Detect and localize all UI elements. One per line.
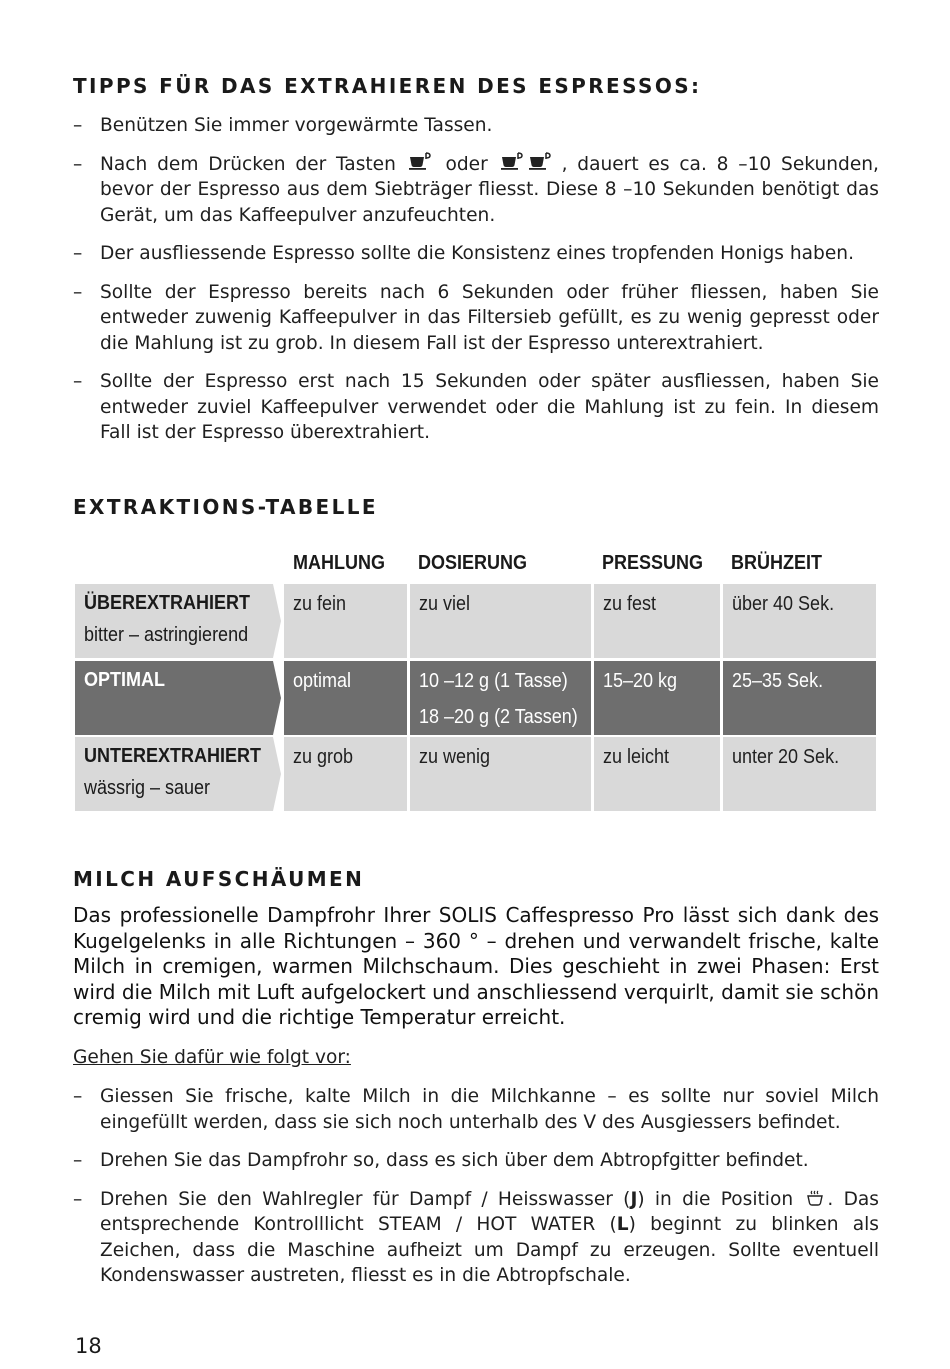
row-label: OPTIMAL: [84, 669, 165, 691]
step-text-part3: . Das entsprechende Kontrolllicht STEAM / HOT WATER (: [100, 1188, 879, 1235]
dash-bullet: –: [73, 281, 83, 303]
tip-text: Sollte der Espresso bereits nach 6 Sekunden oder früher fliessen, haben Sie entweder zuwenig Kaffeepulver in das Filtersieb gefüllt, es zu wenig gepresst oder die Mahlung ist zu grob. In diesem Fall ist der Espresso unterextrahiert.: [100, 281, 879, 354]
instructions-label: Gehen Sie dafür wie folgt vor:: [73, 1047, 351, 1068]
row-label: ÜBEREXTRAHIERT: [84, 592, 251, 614]
dash-bullet: –: [73, 153, 83, 175]
key-letter-j: J: [630, 1188, 638, 1210]
cell-dosierung: zu wenig: [410, 737, 591, 811]
cell-bruehzeit: unter 20 Sek.: [723, 737, 876, 811]
step-text: Drehen Sie das Dampfrohr so, dass es sich über dem Abtropfgitter befindet.: [100, 1150, 809, 1171]
list-item: [73, 152, 879, 229]
dash-bullet: –: [73, 115, 83, 136]
single-cup-icon: [408, 152, 434, 172]
steam-position-icon: [805, 1189, 825, 1207]
tip-text-after: , dauert es ca. 8 –10 Sekunden, bevor der Espresso aus dem Siebträger fliesst. Diese 8 –10 Sekunden benötigt das Gerät, um das Kaffeepulver anzufeuchten.: [100, 153, 879, 226]
cell-bruehzeit: über 40 Sek.: [723, 584, 876, 658]
column-header-dosierung: DOSIERUNG: [418, 552, 528, 574]
tip-text: Der ausfliessende Espresso sollte die Konsistenz eines tropfenden Honigs haben.: [100, 243, 854, 264]
dash-bullet: –: [73, 1188, 83, 1210]
step-text: Giessen Sie frische, kalte Milch in die Milchkanne – es sollte nur soviel Milch eingefüllt werden, dass sie sich noch unterhalb des V des Ausgiessers befindet.: [100, 1086, 879, 1133]
dash-bullet: –: [73, 1086, 83, 1107]
cell-mahlung: zu fein: [284, 584, 407, 658]
tip-text-mid: oder: [445, 153, 488, 175]
cell-mahlung: zu grob: [284, 737, 407, 811]
tips-heading: TIPPS FÜR DAS EXTRAHIEREN DES ESPRESSOS:: [73, 74, 702, 98]
step-text-part1: Drehen Sie den Wahlregler für Dampf / Heisswasser (: [100, 1188, 631, 1210]
list-item: [73, 369, 879, 446]
table-row-ueberextrahiert: [75, 584, 876, 658]
list-item: [73, 280, 879, 357]
dash-bullet: –: [73, 371, 83, 392]
step-text-part2: ) in die Position: [637, 1188, 794, 1210]
milk-intro-paragraph: Das professionelle Dampfrohr Ihrer SOLIS Caffespresso Pro lässt sich dank des Kugelgelenks in alle Richtungen – 360 ° – drehen und verwandelt frische, kalte Milch in cremigen, warmen Milchschaum. Dies geschieht in zwei Phasen: Erst wird die Milch mit Luft aufgelockert und anschliessend verquirlt, damit sie schön cremig wird und die richtige Temperatur erreicht.: [73, 903, 879, 1029]
row-label-cell: [75, 661, 280, 735]
page-number: 18: [75, 1334, 102, 1358]
dash-bullet: –: [73, 243, 83, 264]
row-sublabel: wässrig – sauer: [84, 777, 211, 799]
step-text-part4: ) beginnt zu blinken als Zeichen, dass die Maschine aufheizt um Dampf zu erzeugen. Sollte eventuell Kondenswasser austreten, fliesst es in die Abtropfschale.: [100, 1214, 879, 1286]
row-label-cell: [75, 737, 280, 811]
column-header-bruehzeit: BRÜHZEIT: [731, 552, 822, 574]
milk-steps-list: [73, 1084, 879, 1302]
cell-pressung: zu fest: [594, 584, 720, 658]
tip-text: Sollte der Espresso erst nach 15 Sekunden oder später ausfliessen, haben Sie entweder zuviel Kaffeepulver verwendet oder die Mahlung ist zu fein. In diesem Fall ist der Espresso überextrahiert.: [100, 371, 879, 443]
cell-mahlung: optimal: [284, 661, 407, 735]
list-item: [73, 1084, 879, 1135]
list-item: [73, 241, 879, 267]
column-header-pressung: PRESSUNG: [602, 552, 704, 574]
list-item: [73, 1187, 879, 1289]
double-cup-icon: [500, 152, 560, 172]
cell-dosierung: zu viel: [410, 584, 591, 658]
cell-pressung: 15–20 kg: [594, 661, 720, 735]
extraction-table: [75, 545, 876, 811]
row-label-cell: [75, 584, 280, 658]
row-label: UNTEREXTRAHIERT: [84, 745, 262, 767]
cell-pressung: zu leicht: [594, 737, 720, 811]
table-row-optimal: [75, 661, 876, 735]
tip-text: Benützen Sie immer vorgewärmte Tassen.: [100, 115, 493, 136]
tip-text-before: Nach dem Drücken der Tasten: [100, 153, 396, 175]
dash-bullet: –: [73, 1150, 83, 1171]
table-heading: EXTRAKTIONS-TABELLE: [73, 495, 378, 519]
list-item: [73, 1148, 879, 1174]
cell-dosierung: 10 –12 g (1 Tasse) 18 –20 g (2 Tassen): [410, 661, 591, 735]
tips-list: [73, 113, 879, 459]
cell-bruehzeit: 25–35 Sek.: [723, 661, 876, 735]
milk-heading: MILCH AUFSCHÄUMEN: [73, 867, 365, 891]
table-row-unterextrahiert: [75, 737, 876, 811]
row-sublabel: bitter – astringierend: [84, 624, 249, 646]
list-item: [73, 113, 879, 139]
column-header-mahlung: MAHLUNG: [293, 552, 385, 574]
key-letter-l: L: [616, 1214, 629, 1235]
